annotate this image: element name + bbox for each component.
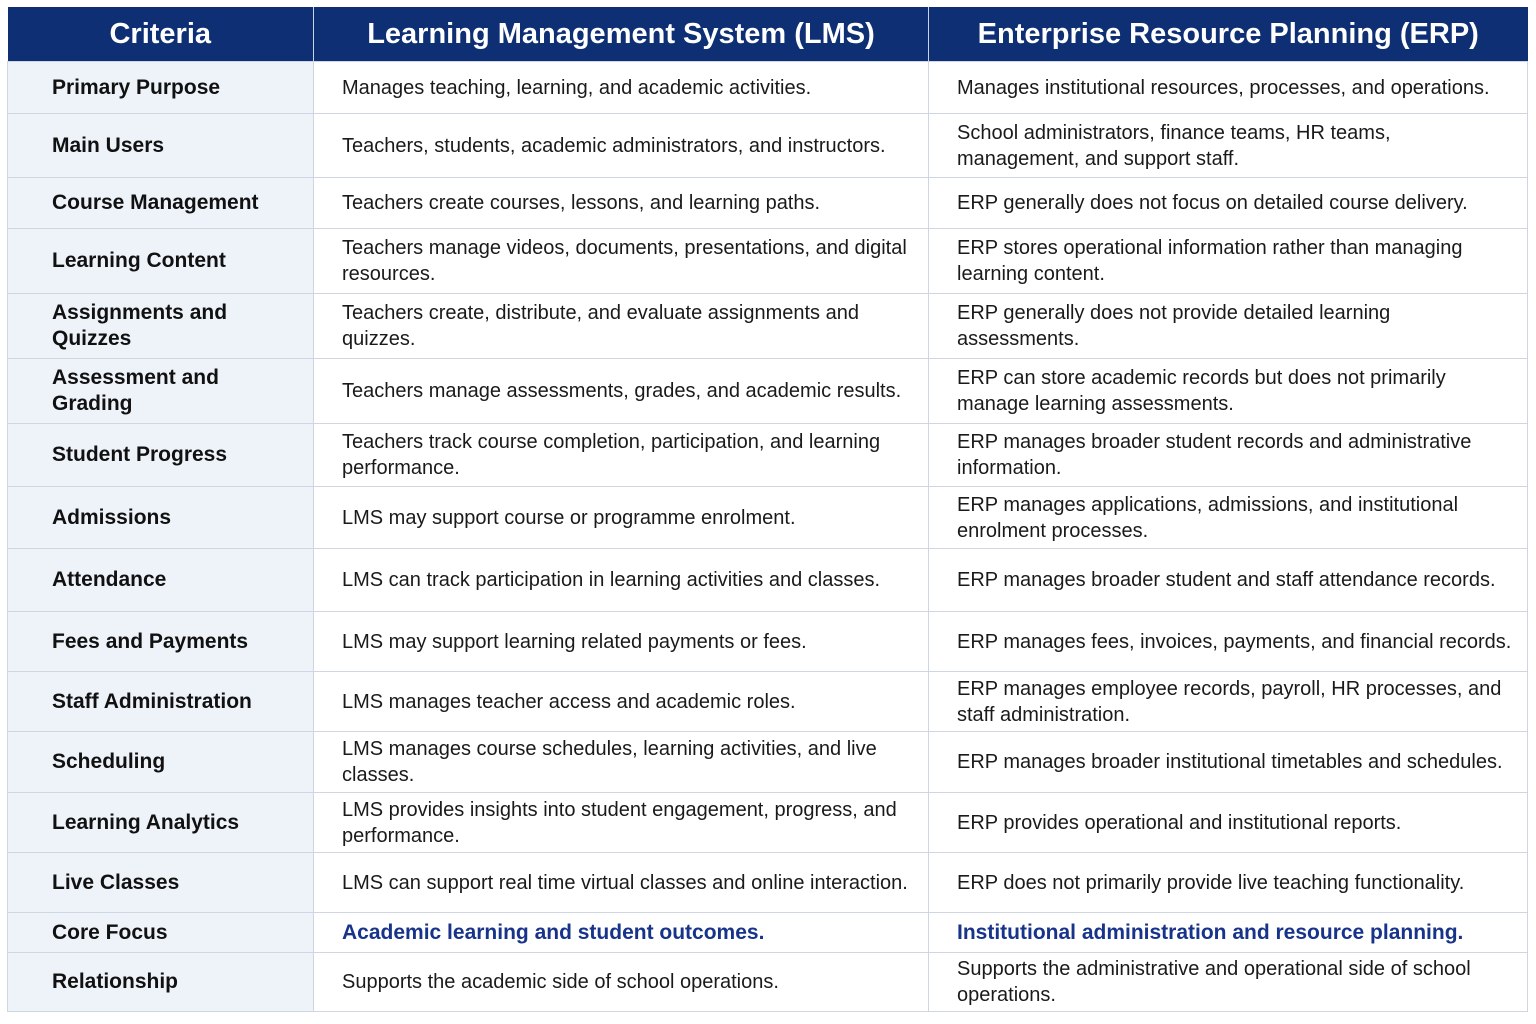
- lms-cell: LMS can support real time virtual classes and online interaction.: [314, 853, 929, 913]
- lms-cell: LMS may support course or programme enrolment.: [314, 487, 929, 549]
- table-row: [8, 953, 1528, 1012]
- criteria-cell: Learning Analytics: [8, 793, 314, 853]
- table-row: [8, 424, 1528, 487]
- erp-cell: Supports the administrative and operational side of school operations.: [929, 953, 1528, 1012]
- table-row: [8, 487, 1528, 549]
- criteria-cell: Live Classes: [8, 853, 314, 913]
- lms-cell: Teachers, students, academic administrators, and instructors.: [314, 114, 929, 178]
- table-row: [8, 229, 1528, 294]
- lms-cell: Teachers create courses, lessons, and learning paths.: [314, 178, 929, 229]
- lms-cell: Teachers create, distribute, and evaluate assignments and quizzes.: [314, 294, 929, 359]
- lms-cell: LMS may support learning related payments or fees.: [314, 612, 929, 672]
- lms-cell: Teachers manage assessments, grades, and academic results.: [314, 359, 929, 424]
- comparison-table: [7, 7, 1528, 1012]
- erp-cell: ERP manages broader student records and administrative information.: [929, 424, 1528, 487]
- erp-cell: ERP manages broader institutional timetables and schedules.: [929, 732, 1528, 793]
- table-row: [8, 853, 1528, 913]
- lms-cell: LMS can track participation in learning activities and classes.: [314, 549, 929, 612]
- erp-cell: Manages institutional resources, processes, and operations.: [929, 62, 1528, 114]
- header-row: [8, 7, 1528, 62]
- table-row: [8, 612, 1528, 672]
- erp-cell: ERP can store academic records but does not primarily manage learning assessments.: [929, 359, 1528, 424]
- criteria-cell: Learning Content: [8, 229, 314, 294]
- table-row: [8, 178, 1528, 229]
- erp-cell: ERP manages broader student and staff attendance records.: [929, 549, 1528, 612]
- table-row: [8, 549, 1528, 612]
- criteria-cell: Assignments and Quizzes: [8, 294, 314, 359]
- table-row: [8, 294, 1528, 359]
- criteria-cell: Assessment and Grading: [8, 359, 314, 424]
- erp-cell: ERP manages employee records, payroll, HR processes, and staff administration.: [929, 672, 1528, 732]
- criteria-cell: Student Progress: [8, 424, 314, 487]
- criteria-cell: Scheduling: [8, 732, 314, 793]
- criteria-cell: Staff Administration: [8, 672, 314, 732]
- table-row: [8, 114, 1528, 178]
- table-row: [8, 913, 1528, 953]
- lms-cell: Teachers manage videos, documents, presentations, and digital resources.: [314, 229, 929, 294]
- header-criteria: Criteria: [8, 7, 314, 62]
- table-row: [8, 732, 1528, 793]
- table-row: [8, 793, 1528, 853]
- table-row: [8, 62, 1528, 114]
- erp-cell: ERP does not primarily provide live teaching functionality.: [929, 853, 1528, 913]
- lms-cell: Supports the academic side of school operations.: [314, 953, 929, 1012]
- criteria-cell: Attendance: [8, 549, 314, 612]
- lms-cell-highlight: Academic learning and student outcomes.: [314, 913, 929, 953]
- criteria-cell: Admissions: [8, 487, 314, 549]
- header-lms: Learning Management System (LMS): [314, 7, 929, 62]
- erp-cell: ERP provides operational and institutional reports.: [929, 793, 1528, 853]
- lms-cell: LMS provides insights into student engagement, progress, and performance.: [314, 793, 929, 853]
- lms-cell: Manages teaching, learning, and academic activities.: [314, 62, 929, 114]
- lms-cell: LMS manages teacher access and academic roles.: [314, 672, 929, 732]
- erp-cell: ERP generally does not provide detailed learning assessments.: [929, 294, 1528, 359]
- erp-cell: ERP manages fees, invoices, payments, and financial records.: [929, 612, 1528, 672]
- lms-cell: Teachers track course completion, participation, and learning performance.: [314, 424, 929, 487]
- criteria-cell: Fees and Payments: [8, 612, 314, 672]
- lms-cell: LMS manages course schedules, learning activities, and live classes.: [314, 732, 929, 793]
- criteria-cell: Core Focus: [8, 913, 314, 953]
- erp-cell: ERP generally does not focus on detailed course delivery.: [929, 178, 1528, 229]
- erp-cell: ERP manages applications, admissions, and institutional enrolment processes.: [929, 487, 1528, 549]
- header-erp: Enterprise Resource Planning (ERP): [929, 7, 1528, 62]
- criteria-cell: Course Management: [8, 178, 314, 229]
- table-row: [8, 672, 1528, 732]
- erp-cell: School administrators, finance teams, HR teams, management, and support staff.: [929, 114, 1528, 178]
- criteria-cell: Main Users: [8, 114, 314, 178]
- criteria-cell: Relationship: [8, 953, 314, 1012]
- erp-cell: ERP stores operational information rather than managing learning content.: [929, 229, 1528, 294]
- erp-cell-highlight: Institutional administration and resource planning.: [929, 913, 1528, 953]
- table-row: [8, 359, 1528, 424]
- criteria-cell: Primary Purpose: [8, 62, 314, 114]
